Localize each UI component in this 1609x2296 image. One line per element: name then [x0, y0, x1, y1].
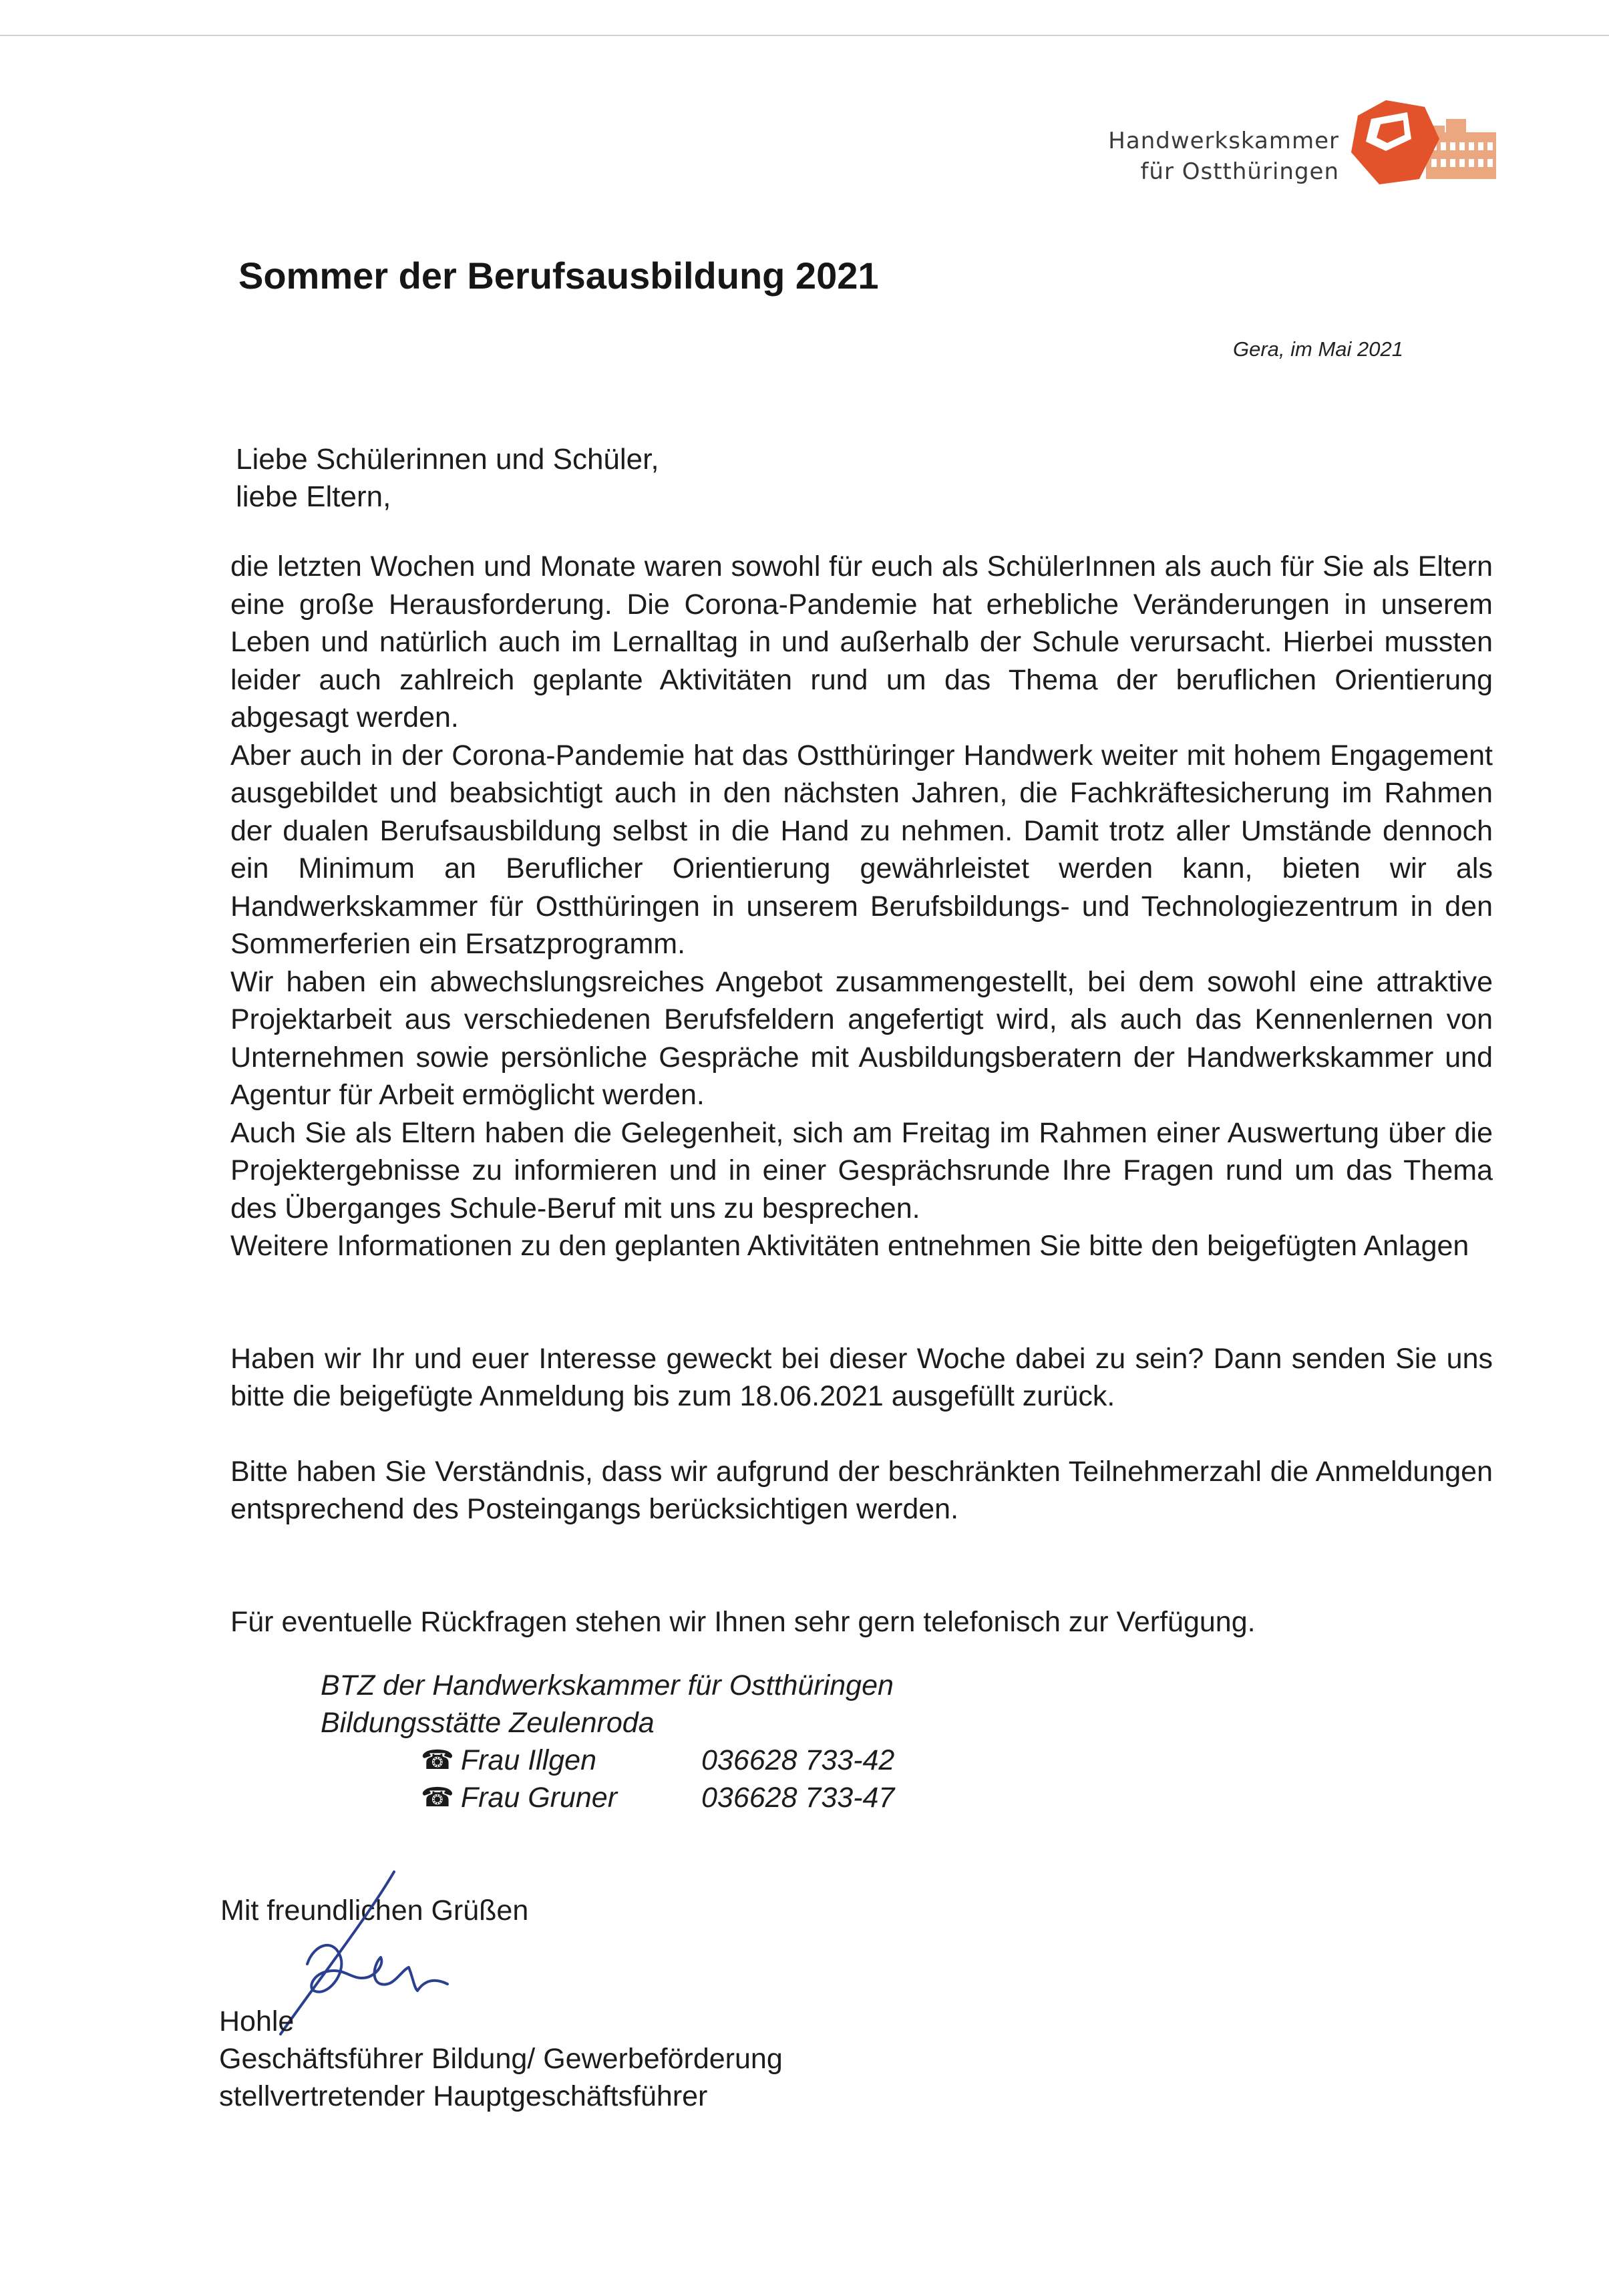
- letter-body: [230, 548, 1493, 1641]
- contact-block: [321, 1667, 894, 1816]
- closing-greeting: Mit freundlichen Grüßen: [220, 1895, 529, 1927]
- paragraph-handwerk: Aber auch in der Corona-Pandemie hat das Ostthüringer Handwerk weiter mit hohem Engagement ausgebildet und beabsichtigt auch in den nächsten Jahren, die Fachkräftesicherung im Rahmen der dualen Berufsausbildung selbst in die Hand zu nehmen. Damit trotz aller Umstände dennoch ein Minimum an Beruflicher Orientierung gewährleistet werden kann, bieten wir als Handwerkskammer für Ostthüringen in unserem Berufsbildungs- und Technologiezentrum in den Sommerferien ein Ersatzprogramm.: [230, 739, 1493, 960]
- telephone-icon: ☎: [421, 1746, 454, 1775]
- logo-line-1: Handwerkskammer: [1108, 128, 1339, 154]
- contact-row: [321, 1779, 894, 1816]
- place-date: Gera, im Mai 2021: [1233, 337, 1403, 361]
- contact-person-name: Frau Gruner: [460, 1782, 618, 1814]
- salutation-line-1: Liebe Schülerinnen und Schüler,: [236, 443, 659, 476]
- signer-name: Hohle: [219, 2005, 295, 2037]
- signer-block: [219, 2003, 783, 2115]
- organization-logo: [1079, 92, 1499, 192]
- paragraph-situation: die letzten Wochen und Monate waren sowohl für euch als SchülerInnen als auch für Sie als Eltern eine große Herausforderung. Die Corona-Pandemie hat erhebliche Veränderungen in unserem Leben und natürlich auch im Lernalltag in und außerhalb der Schule verursacht. Hierbei mussten leider auch zahlreich geplante Aktivitäten rund um das Thema der beruflichen Orientierung abgesagt werden.: [230, 550, 1493, 733]
- signer-role-2: stellvertretender Hauptgeschäftsführer: [219, 2080, 708, 2112]
- contact-org-line-1: BTZ der Handwerkskammer für Ostthüringen: [321, 1669, 894, 1701]
- handwerkskammer-logo-icon: [1346, 92, 1499, 192]
- paragraph-parents: Auch Sie als Eltern haben die Gelegenheit, sich am Freitag im Rahmen einer Auswertung über die Projektergebnisse zu informieren und in einer Gesprächsrunde Ihre Fragen rund um das Thema des Überganges Schule-Beruf mit uns zu besprechen.: [230, 1116, 1493, 1224]
- logo-text: [1108, 126, 1339, 187]
- contact-person-name: Frau Illgen: [460, 1744, 596, 1776]
- paragraph-offer: Wir haben ein abwechslungsreiches Angebot zusammengestellt, bei dem sowohl eine attraktive Projektarbeit aus verschiedenen Berufsfeldern angefertigt wird, als auch das Kennenlernen von Unternehmen sowie persönliche Gespräche mit Ausbildungsberatern der Handwerkskammer und Agentur für Arbeit ermöglicht werden.: [230, 965, 1493, 1111]
- contact-phone-number: 036628 733-42: [701, 1744, 895, 1776]
- scan-edge-line: [0, 35, 1609, 36]
- contact-row: [321, 1742, 894, 1779]
- salutation-line-2: liebe Eltern,: [236, 480, 391, 513]
- logo-line-2: für Ostthüringen: [1140, 158, 1339, 185]
- paragraph-questions: Für eventuelle Rückfragen stehen wir Ihnen sehr gern telefonisch zur Verfügung.: [230, 1605, 1256, 1638]
- contact-org-line-2: Bildungsstätte Zeulenroda: [321, 1707, 655, 1739]
- paragraph-understanding: Bitte haben Sie Verständnis, dass wir aufgrund der beschränkten Teilnehmerzahl die Anmeldungen entsprechend des Posteingangs berücksichtigen werden.: [230, 1455, 1493, 1525]
- letter-title: Sommer der Berufsausbildung 2021: [238, 255, 879, 297]
- paragraph-information: Weitere Informationen zu den geplanten Aktivitäten entnehmen Sie bitte den beigefügten Anlagen: [230, 1230, 1469, 1262]
- signer-role-1: Geschäftsführer Bildung/ Gewerbeförderung: [219, 2043, 783, 2075]
- salutation: [236, 441, 659, 516]
- paragraph-interest: Haben wir Ihr und euer Interesse geweckt bei dieser Woche dabei zu sein? Dann senden Sie uns bitte die beigefügte Anmeldung bis zum 18.06.2021 ausgefüllt zurück.: [230, 1342, 1493, 1412]
- contact-phone-number: 036628 733-47: [701, 1782, 895, 1814]
- telephone-icon: ☎: [421, 1783, 454, 1812]
